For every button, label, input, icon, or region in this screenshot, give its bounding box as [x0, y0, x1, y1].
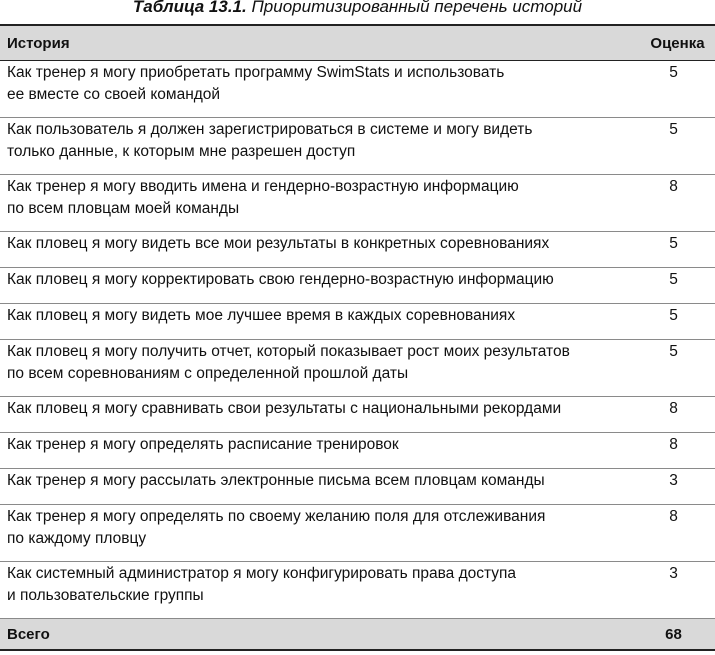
score-cell: 8 — [640, 175, 715, 232]
total-label: Всего — [0, 619, 640, 651]
story-line-1: Как пловец я могу видеть мое лучшее время в каждых соревнованиях — [7, 307, 516, 324]
table-row — [0, 118, 715, 175]
story-line-2: по каждому пловцу — [7, 530, 147, 547]
table-row — [0, 61, 715, 118]
story-cell — [0, 469, 640, 505]
story-cell — [0, 268, 640, 304]
table-row — [0, 268, 715, 304]
table-row — [0, 397, 715, 433]
score-cell: 8 — [640, 505, 715, 562]
story-line-1: Как системный администратор я могу конфигурировать права доступа — [7, 565, 517, 582]
score-cell: 5 — [640, 61, 715, 118]
story-line-1: Как пловец я могу видеть все мои результаты в конкретных соревнованиях — [7, 235, 550, 252]
story-cell — [0, 175, 640, 232]
story-line-1: Как тренер я могу определять по своему желанию поля для отслеживания — [7, 508, 546, 525]
column-header-score: Оценка — [640, 25, 715, 61]
story-cell — [0, 433, 640, 469]
score-cell: 3 — [640, 562, 715, 619]
score-cell: 5 — [640, 118, 715, 175]
table-row — [0, 469, 715, 505]
story-line-1: Как тренер я могу рассылать электронные письма всем пловцам команды — [7, 472, 545, 489]
story-line-1: Как тренер я могу вводить имена и гендерно-возрастную информацию — [7, 178, 519, 195]
story-line-2: по всем соревнованиям с определенной прошлой даты — [7, 365, 409, 382]
caption-number: Таблица 13.1. — [132, 0, 247, 16]
story-line-2: по всем пловцам моей команды — [7, 200, 240, 217]
story-cell — [0, 505, 640, 562]
story-cell — [0, 118, 640, 175]
score-cell: 8 — [640, 397, 715, 433]
story-cell — [0, 562, 640, 619]
story-cell — [0, 397, 640, 433]
table-row — [0, 175, 715, 232]
table-header-row — [0, 25, 715, 61]
story-line-1: Как тренер я могу приобретать программу SwimStats и использовать — [7, 64, 505, 81]
table-row — [0, 340, 715, 397]
story-cell — [0, 61, 640, 118]
score-cell: 8 — [640, 433, 715, 469]
story-line-2: ее вместе со своей командой — [7, 86, 221, 103]
story-line-1: Как пловец я могу получить отчет, который показывает рост моих результатов — [7, 343, 570, 360]
story-line-1: Как пользователь я должен зарегистрироваться в системе и могу видеть — [7, 121, 533, 138]
table-row — [0, 304, 715, 340]
story-cell — [0, 340, 640, 397]
story-line-2: и пользовательские группы — [7, 587, 204, 604]
score-cell: 5 — [640, 232, 715, 268]
total-score: 68 — [640, 619, 715, 651]
story-line-1: Как пловец я могу корректировать свою гендерно-возрастную информацию — [7, 271, 554, 288]
table-caption — [0, 0, 715, 24]
story-cell — [0, 232, 640, 268]
table-row — [0, 562, 715, 619]
stories-table — [0, 24, 715, 651]
table-row — [0, 232, 715, 268]
story-line-2: только данные, к которым мне разрешен доступ — [7, 143, 356, 160]
score-cell: 5 — [640, 304, 715, 340]
table-row — [0, 433, 715, 469]
score-cell: 5 — [640, 268, 715, 304]
score-cell: 5 — [640, 340, 715, 397]
total-row — [0, 619, 715, 651]
column-header-story: История — [0, 25, 640, 61]
story-line-1: Как пловец я могу сравнивать свои результаты с национальными рекордами — [7, 400, 562, 417]
story-line-1: Как тренер я могу определять расписание тренировок — [7, 436, 399, 453]
caption-title: Приоритизированный перечень историй — [251, 0, 583, 16]
table-row — [0, 505, 715, 562]
score-cell: 3 — [640, 469, 715, 505]
story-cell — [0, 304, 640, 340]
